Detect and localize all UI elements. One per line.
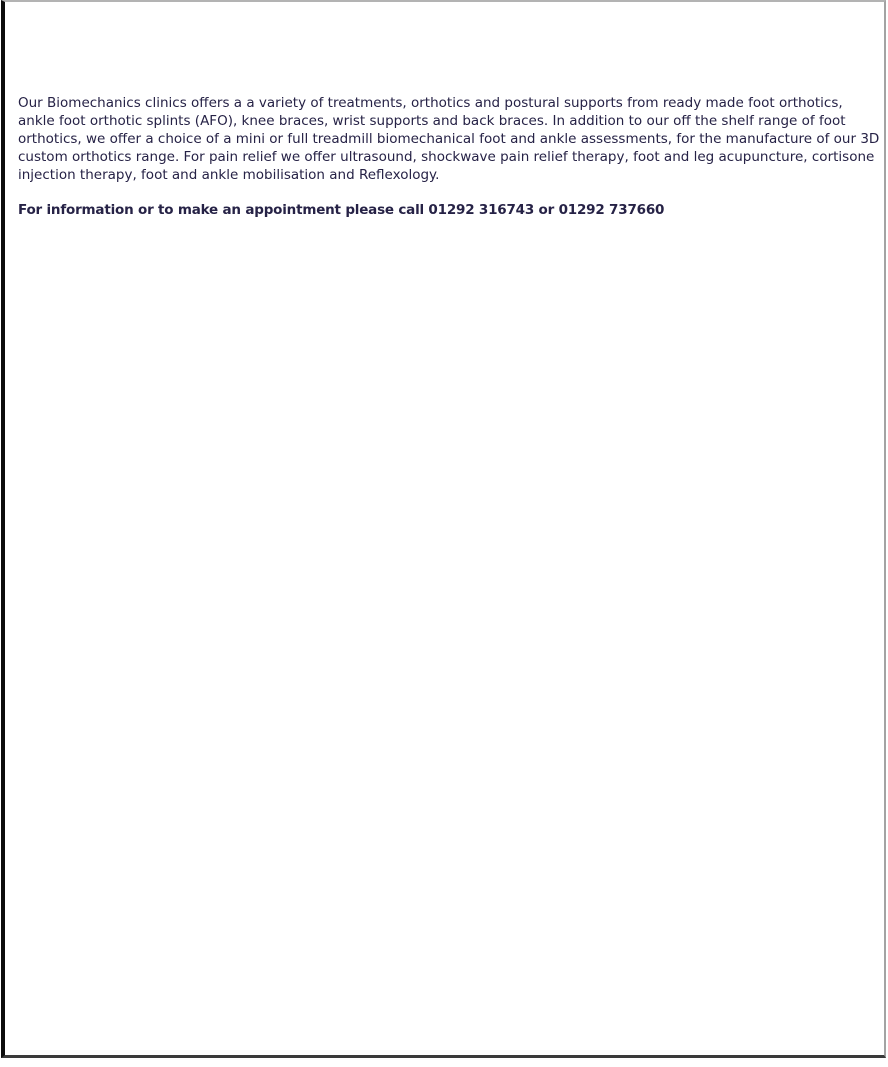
appointment-phone-line: For information or to make an appointment please call 01292 316743 or 01292 737660 bbox=[18, 202, 665, 218]
page-content-frame bbox=[1, 0, 886, 1058]
content-area bbox=[18, 94, 880, 219]
biomechanics-description-paragraph: Our Biomechanics clinics offers a a variety of treatments, orthotics and postural supports from ready made foot orthotics, ankle foot orthotic splints (AFO), knee braces, wrist supports and back braces. In addition to our off the shelf range of foot orthotics, we offer a choice of a mini or full treadmill biomechanical foot and ankle assessments, for the manufacture of our 3D custom orthotics range. For pain relief we offer ultrasound, shockwave pain relief therapy, foot and leg acupuncture, cortisone injection therapy, foot and ankle mobilisation and Reflexology. bbox=[18, 95, 880, 183]
